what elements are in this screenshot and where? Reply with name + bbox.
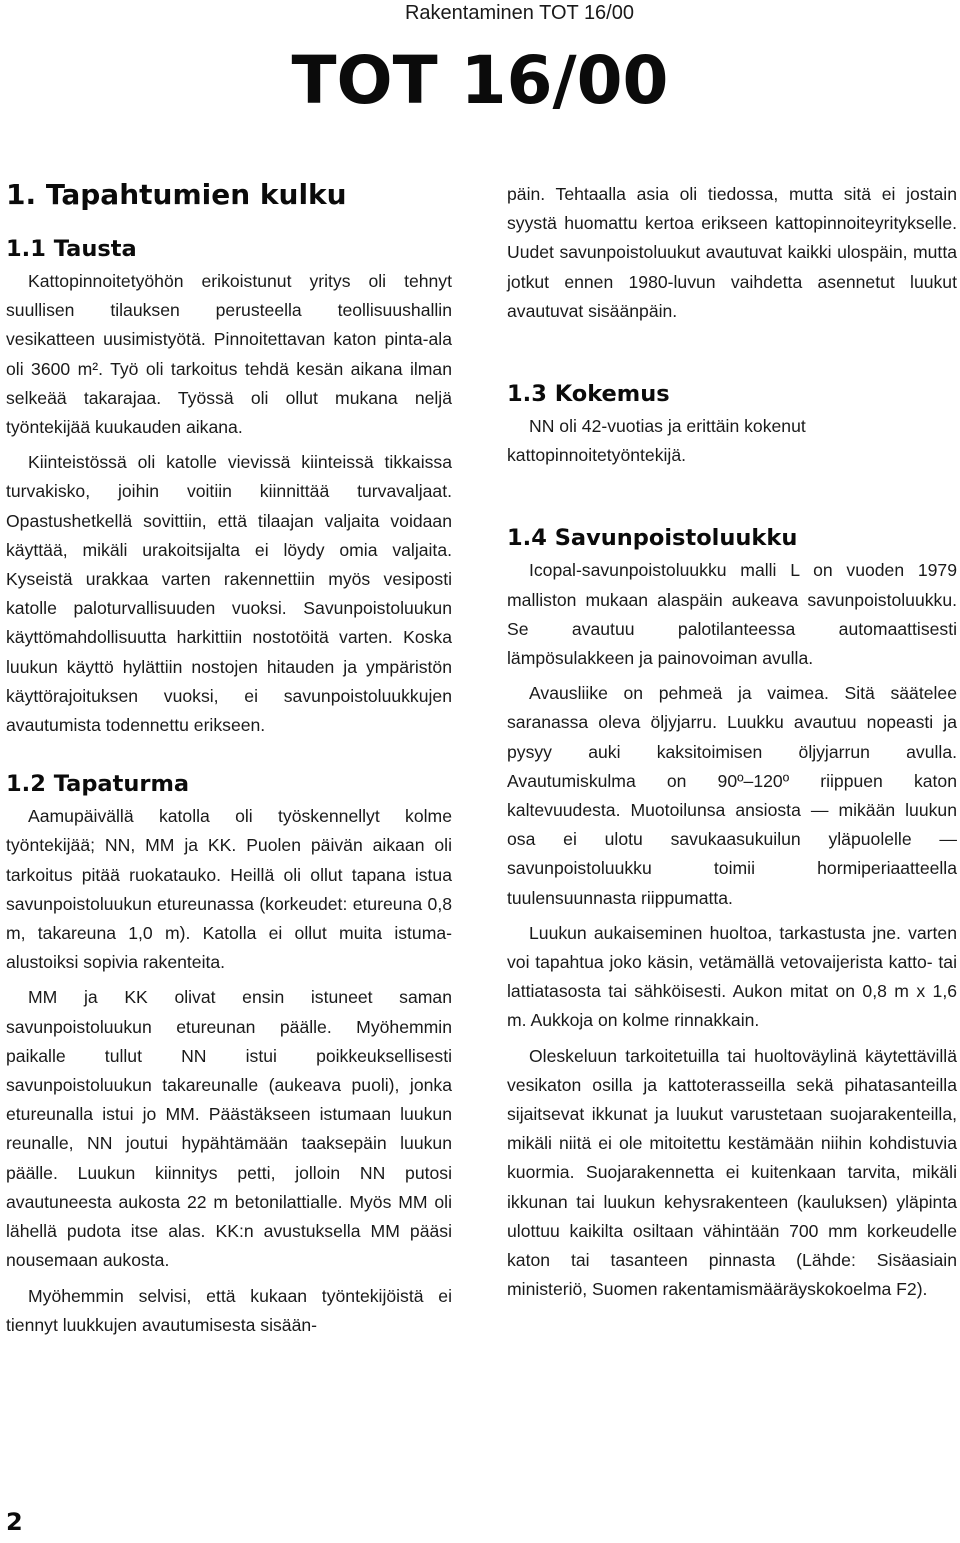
paragraph: MM ja KK olivat ensin istuneet saman savunpoistoluukun etureunan päälle. Myöhemmin paikalle tullut NN istui poikkeuksellisesti savunpoistoluukun takareunalle (aukeava puoli), jonka etureunalla istui jo MM. Päästäkseen istumaan luukun reunalle, NN joutui hypähtämään taaksepäin luukun päälle. Luukun kiinnitys petti, jolloin NN putosi avautuneesta aukosta 22 m betonilattialle. Myös MM oli lähellä pudota itse alas. KK:n avustuksella MM pääsi nousemaan aukosta.	[6, 987, 452, 1271]
paragraph: Icopal-savunpoistoluukku malli L on vuoden 1979 malliston mukaan alaspäin aukeava savunpoistoluukku. Se avautuu palotilanteessa automaattisesti lämpösulakkeen ja painovoiman avulla.	[507, 560, 957, 669]
document-title: TOT 16/00	[291, 42, 669, 119]
subsection-heading-tapaturma: 1.2 Tapaturma	[6, 771, 190, 798]
paragraph: NN oli 42-vuotias ja erittäin kokenut kattopinnoitetyöntekijä.	[507, 416, 806, 466]
running-header: Rakentaminen TOT 16/00	[404, 2, 634, 24]
paragraph: Luukun aukaiseminen huoltoa, tarkastusta jne. varten voi tapahtua joko käsin, vetämällä vetovaijerista katto- tai lattiatasosta tai sähköisesti. Aukon mitat on 0,8 m x 1,6 m. Aukkoja on kolme rinnakkain.	[507, 922, 957, 1031]
paragraph: Myöhemmin selvisi, että kukaan työntekijöistä ei tiennyt luukkujen avautumisesta sisään-	[6, 1285, 452, 1335]
paragraph: Kattopinnoitetyöhön erikoistunut yritys oli tehnyt suullisen tilauksen perusteella teollisuushallin vesikatteen uusimistyötä. Pinnoitettavan katon pinta-ala oli 3600 m². Työ oli tarkoitus tehdä kesän aikana ilman selkeää takarajaa. Työssä oli ollut mukana neljä työntekijää kuukauden aikana.	[6, 271, 452, 438]
paragraph: Kiinteistössä oli katolle vievissä kiinteissä tikkaissa turvakisko, joihin voitiin kiinnittää turvavaljaat. Opastushetkellä sovittiin, että tilaajan valjaita voidaan käyttää, mikäli urakoitsijalta ei löydy omia valjaita. Kyseistä urakkaa varten rakennettiin myös vesiposti katolle paloturvallisuuden vuoksi. Savunpoistoluukun käyttömahdollisuutta harkittiin nostotöitä varten. Koska luukun käyttö hylättiin nostojen hitauden ja ympäristön käyttörajoituksen vuoksi, ei savunpoistoluukkujen avautumista todennettu erikseen.	[6, 452, 452, 736]
paragraph: Oleskeluun tarkoitetuilla tai huoltoväylinä käytettävillä vesikaton osilla ja kattoterasseilla sekä pihatasanteilla sijaitsevat ikkunat ja luukut varustetaan suojarakenteilla, mikäli niitä ei ole mitoitettu kestämään niihin kohdistuvia kuormia. Suojarakennetta ei kuitenkaan tarvita, mikäli ikkunan tai luukun kehysrakenteen (kauluksen) yläpinta ulottuu kaikilta osiltaan vähintään 700 mm korkeudelle katon tai tasanteen pinnasta (Lähde: Sisäasiain ministeriö, Suomen rakentamismääräyskokoelma F2).	[507, 1045, 957, 1300]
subsection-heading-savunpoistoluukku: 1.4 Savunpoistoluukku	[507, 525, 798, 552]
paragraph: Aamupäivällä katolla oli työskennellyt kolme työntekijää; NN, MM ja KK. Puolen päivän aikaan oli tarkoitus pitää ruokatauko. Heillä oli ollut tapana istua savunpoistoluukun etureunassa (korkeudet: etureuna 0,8 m, takareuna 1,0 m). Katolla ei ollut muita istuma-alustoiksi sopivia rakenteita.	[6, 806, 452, 973]
paragraph: Avausliike on pehmeä ja vaimea. Sitä säätelee saranassa oleva öljyjarru. Luukku avautuu nopeasti ja pysyy auki kaksitoimisen öljyjarrun avulla. Avautumiskulma on 90º–120º riippuen katon kaltevuudesta. Muotoilunsa ansiosta — mikään luukun osa ei ulotu savukaasukuilun yläpuolelle — savunpoistoluukku toimii hormiperiaatteella tuulensuunnasta riippumatta.	[507, 683, 957, 908]
paragraph-continuation: päin. Tehtaalla asia oli tiedossa, mutta sitä ei jostain syystä huomattu kertoa erikseen kattopinnoiteyritykselle. Uudet savunpoistoluukut avautuvat kaikki ulospäin, mutta jotkut ennen 1980-luvun vaihdetta asennetut luukut avautuvat sisäänpäin.	[507, 184, 957, 321]
left-column	[6, 172, 452, 1340]
section-heading: 1. Tapahtumien kulku	[6, 178, 347, 211]
page-number: 2	[6, 1508, 23, 1536]
subsection-heading-kokemus: 1.3 Kokemus	[507, 381, 670, 408]
subsection-heading-tausta: 1.1 Tausta	[6, 236, 137, 262]
right-column	[507, 180, 957, 1305]
